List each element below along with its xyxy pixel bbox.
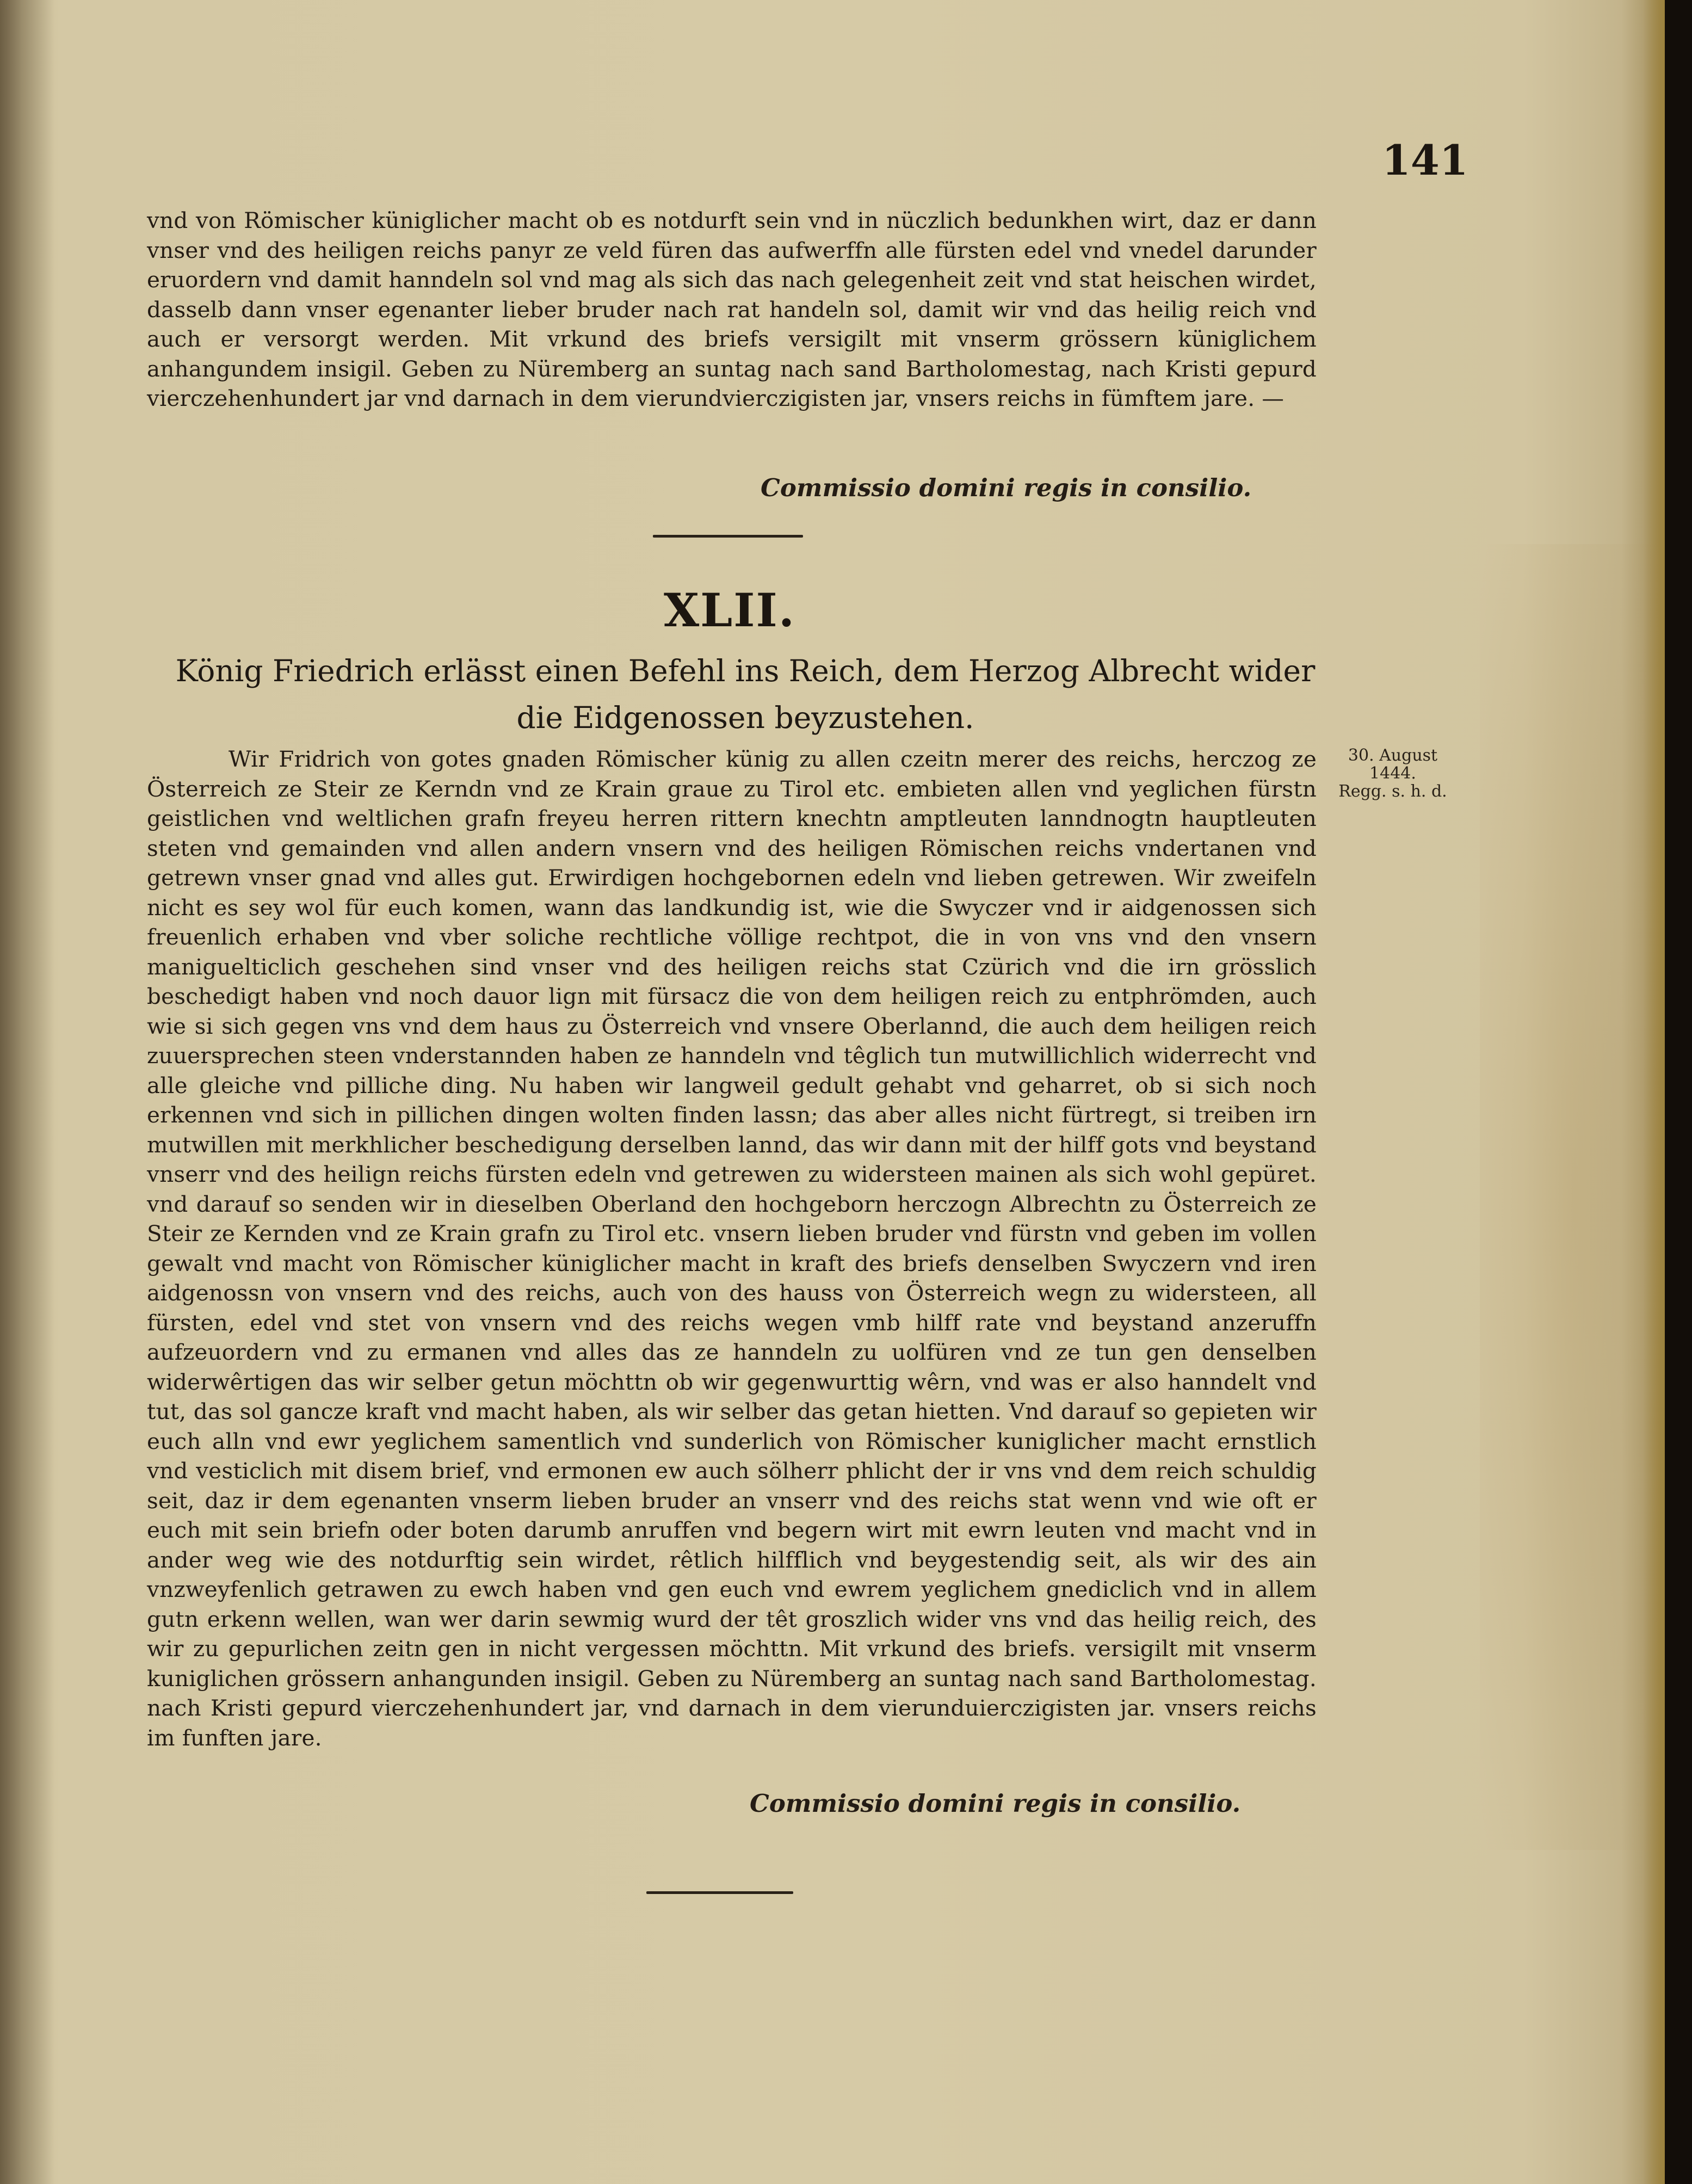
heading-line-2: die Eidgenossen beyzustehen.: [516, 700, 974, 735]
continuation-paragraph: vnd von Römischer küniglicher macht ob es notdurft sein vnd in nüczlich bedunkhen wirt, daz er dann vnser vnd des heiligen reichs panyr ze veld füren das aufwerffn alle fürsten edel vnd vnedel darunder eruordern vnd damit hanndeln sol vnd mag als sich das nach gelegenheit zeit vnd stat heischen wirdet, dasselb dann vnser egenanter lieber bruder nach rat handeln sol, damit wir vnd das heilig reich vnd auch er versorgt werden. Mit vrkund des briefs versigilt mit vnserm grössern küniglichem anhangundem insigil. Geben zu Nüremberg an suntag nach sand Bartholomestag, nach Kristi gepurd vierczehenhundert jar vnd darnach in dem vierundvierczigisten jar, vnsers reichs in fümftem jare. —: [147, 207, 1317, 411]
document-number: XLII.: [664, 583, 796, 637]
document-heading: [163, 647, 1327, 741]
page-gutter-shadow: [0, 0, 54, 2184]
section-divider: [653, 535, 803, 538]
document-text: [147, 744, 1317, 1753]
document-paragraph: Wir Fridrich von gotes gnaden Römischer künig zu allen czeitn merer des reichs, herczog ze Österreich ze Steir ze Kerndn vnd ze Krain graue zu Tirol etc. embieten allen vnd yeglichen fürstn geistlichen vnd weltlichen grafn freyeu herren rittern knechtn amptleuten lanndnogtn hauptleuten steten vnd gemainden vnd allen andern vnsern vnd des heiligen Römischen reichs vndertanen vnd getrewn vnser gnad vnd alles gut. Erwirdigen hochgebornen edeln vnd lieben getrewen. Wir zweifeln nicht es sey wol für euch komen, wann das landkundig ist, wie die Swyczer vnd ir aidgenossen sich freuenlich erhaben vnd vber soliche rechtliche völlige rechtpot, die in von vns vnd den vnsern maniguelticlich geschehen sind vnser vnd des heiligen reichs stat Czürich vnd die irn grösslich beschedigt haben vnd noch dauor lign mit fürsacz die von dem heiligen reich zu entphrömden, auch wie si sich gegen vns vnd dem haus zu Österreich vnd vnsere Oberlannd, die auch dem heiligen reich zuuersprechen steen vnderstannden haben ze hanndeln vnd têglich tun mutwillichlich widerrecht vnd alle gleiche vnd pilliche ding. Nu haben wir langweil gedult gehabt vnd geharret, ob si sich noch erkennen vnd sich in pillichen dingen wolten finden lassn; das aber alles nicht fürtregt, si treiben irn mutwillen mit merkhlicher beschedigung derselben lannd, das wir dann mit der hilff gots vnd beystand vnserr vnd des heilign reichs fürsten edeln vnd getrewen zu widersteen mainen als sich wohl gepüret. vnd darauf so senden wir in dieselben Oberland den hochgeborn herczogn Albrechtn zu Österreich ze Steir ze Kernden vnd ze Krain grafn zu Tirol etc. vnsern lieben bruder vnd fürstn vnd geben im vollen gewalt vnd macht von Römischer küniglicher macht in kraft des briefs denselben Swyczern vnd iren aidgenossn von vnsern vnd des reichs, auch von des hauss von Österreich wegn zu widersteen, all fürsten, edel vnd stet von vnsern vnd des reichs wegen vmb hilff rate vnd beystand anzeruffn aufzeuordern vnd zu ermanen vnd alles das ze hanndeln zu uolfüren vnd ze tun gen denselben widerwêrtigen das wir selber getun möchttn ob wir gegenwurttig wêrn, vnd was er also hanndelt vnd tut, das sol gancze kraft vnd macht haben, als wir selber das getan hietten. Vnd darauf so gepieten wir euch alln vnd ewr yeglichem samentlich vnd sunderlich von Römischer kuniglicher macht ernstlich vnd vesticlich mit disem brief, vnd ermonen ew auch sölherr phlicht der ir vns vnd dem reich schuldig seit, daz ir dem egenanten vnserm lieben bruder an vnserr vnd des reichs stat wenn vnd wie oft er euch mit sein briefn oder boten darumb anruffen vnd begern wirt mit ewrn leuten vnd macht vnd in ander weg wie des notdurftig sein wirdet, rêtlich hilfflich vnd beygestendig seit, als wir des ain vnzweyfenlich getrawen zu ewch haben vnd gen euch vnd ewrem yeglichem gnediclich vnd in allem gutn erkenn wellen, wan wer darin sewmig wurd der têt groszlich wider vns vnd das heilig reich, des wir zu gepurlichen zeitn gen in nicht vergessen möchttn. Mit vrkund des briefs. versigilt mit vnserm kuniglichen grössern anhangunden insigil. Geben zu Nüremberg an suntag nach sand Bartholomestag. nach Kristi gepurd vierczehenhundert jar, vnd darnach in dem vierunduierczigisten jar. vnsers reichs im funften jare.: [147, 746, 1317, 1751]
document-signature: Commissio domini regis in consilio.: [750, 1789, 1241, 1818]
page-stain: [1480, 544, 1665, 1850]
margin-reference: Regg. s. h. d.: [1338, 782, 1447, 801]
margin-year: 1444.: [1369, 764, 1416, 783]
margin-date: 30. August: [1348, 746, 1438, 765]
page-edge: [1643, 0, 1665, 2184]
page-number: 141: [1382, 136, 1468, 184]
heading-line-1: König Friedrich erlässt einen Befehl ins Reich, dem Herzog Albrecht wider: [175, 653, 1316, 688]
margin-note: [1322, 746, 1463, 800]
end-divider: [646, 1891, 793, 1894]
continuation-text: [147, 206, 1317, 414]
continuation-signature: Commissio domini regis in consilio.: [761, 473, 1252, 502]
